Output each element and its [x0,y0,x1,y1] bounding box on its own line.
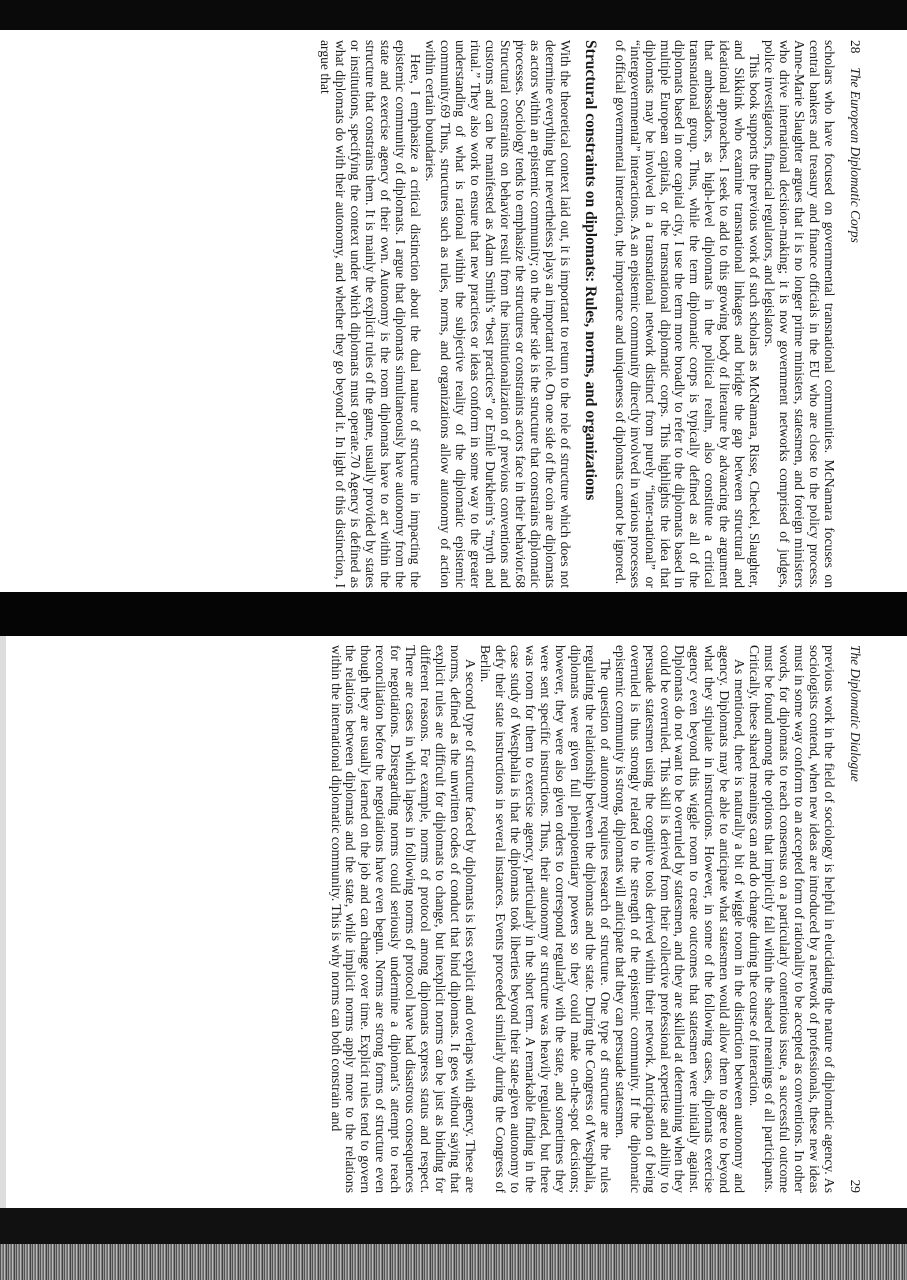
running-title: The Diplomatic Dialogue [848,645,863,782]
running-head [844,40,862,588]
page-edge-shadow [0,636,6,1208]
body-paragraph: Here, I emphasize a critical distinction about the dual nature of structure in impacting the epistemic community of diplomats. I argue that diplomats simultaneously have autonomy from the state and exercise agency of their own. Autonomy is the room diplomats have to act within the structure that constrains them. It is mainly the explicit rules of the game, usually provided by states or institutions, specifying the context under which diplomats must operate.70 Agency is defined as what diplomats do with their autonomy, and whether they go beyond it. In light of this distinction, I argue that [318,40,424,588]
scanner-edge-noise [0,1244,907,1280]
scan-top-border [0,0,907,30]
left-page [92,40,862,588]
body-paragraph: A second type of structure faced by diplomats is less explicit and overlaps with agency. These are norms, defined as the unwritten codes of conduct that bind diplomats. It goes without saying that explicit rules are difficult for diplomats to change, but inexplicit norms can be just as binding for different reasons. For example, norms of protocol among diplomats express status and respect. There are cases in which lapses in following norms of protocol have had disastrous consequences for negotiations. Disregarding norms could seriously undermine a diplomat’s attempt to reach reconciliation before the negotiations have even begun. Norms are strong forms of structure even though they are usually learned on the job and can change over time. Explicit rules tend to govern the relations between diplomats and the state, while implicit norms apply more to the relations within the international diplomatic community. This is why norms can both constrain and [328,645,479,1193]
book-gutter-shadow [0,592,907,636]
body-paragraph: scholars who have focused on governmental transnational communities. McNamara focuses on central bankers and treasury and finance officials in the EU who are close to the policy process. Anne-Marie Slaughter argues that it is no longer prime ministers, statesmen, and foreign ministers who drive international decision-making; it is now government networks comprised of judges, police investigators, financial regulators, and legislators. [762,40,837,588]
running-title: The European Diplomatic Corps [848,67,863,243]
page-number: 29 [848,1179,863,1193]
right-page [92,645,862,1193]
section-heading: Structural constraints on diplomats: Rules, norms, and organizations [581,40,599,501]
page-number: 28 [848,40,863,54]
body-paragraph: With the theoretical context laid out, it is important to return to the role of structure which does not determine everything but nevertheless plays an important role. On one side of the coin are diplomats as actors within an epistemic community; on the other side is the structure that constrains diplomatic processes. Sociology tends to emphasize the structures or constraints actors face in their behavior.68 Structural constraints on behavior result from the institutionalization of previous conventions and customs and can be manifested as Adam Smith’s “best practices” or Emile Durkheim’s “myth and ritual.” They also work to ensure that new practices or ideas conform in some way to the greater understanding of what is rational within the subjective reality of the diplomatic epistemic community.69 Thus, structures such as rules, norms, and organizations allow autonomy of action within certain boundaries. [423,40,573,588]
body-paragraph: This book supports the previous work of such scholars as McNamara, Risse, Checkel, Slaughter, and Sikkink who examine transnational linkages and bridge the gap between structural and ideational approaches. I seek to add to this growing body of literature by advancing the argument that ambassadors, as high-level diplomats in the political realm, also constitute a critical transnational group. Thus, while the term diplomatic corps is typically defined as all of the diplomats based in one capital city, I use the term more broadly to refer to the diplomats based in multiple European capitals, or the transnational diplomatic corps. This highlights the idea that diplomats may be involved in a transnational network distinct from purely “inter-national” or “intergovernmental” interactions. As an epistemic community directly involved in various processes of official governmental interaction, the importance and uniqueness of diplomats cannot be ignored. [612,40,763,588]
body-paragraph: The question of autonomy requires research of structure. One type of structure are the rules regulating the relationship between the diplomats and the state. During the Congress of Westphalia, diplomats were given full plenipotentiary powers so they could make on-the-spot decisions; however, they were also given orders to correspond regularly with the state, and sometimes they were sent specific instructions. Thus, their autonomy or structure was heavily regulated, but there was room for them to exercise agency, particularly in the short term. A remarkable finding in the case study of Westphalia is that the diplomats took liberties beyond their state-given autonomy to defy their state instructions in several instances. Events proceeded similarly during the Congress of Berlin. [478,645,613,1193]
body-paragraph: previous work in the field of sociology is helpful in elucidating the nature of diplomatic agency. As sociologists contend, when new ideas are introduced by a network of professionals, these new ideas must in some way conform to an accepted form of rationality to be accepted as conventions. In other words, for diplomats to reach consensus on a particularly contentious issue, a successful outcome must be found among the options that implicitly fall within the shared meanings of all participants. Critically, these shared meanings can and do change during the course of interaction. [747,645,837,1193]
body-paragraph: As mentioned, there is naturally a bit of wiggle room in the distinction between autonomy and agency. Diplomats may be able to anticipate what statesmen would allow them to agree to beyond what they stipulate in instructions. However, in some of the following cases, diplomats exercise agency even beyond this wiggle room to create outcomes that statesmen were initially against. Diplomats do not want to be overruled by statesmen, and they are skilled at determining when they could be overruled. This skill is derived from their collective professional expertise and ability to persuade statesmen using the cognitive tools derived within their network. Anticipation of being overruled is thus strongly related to the strength of the epistemic community. If the diplomatic epistemic community is strong, diplomats will anticipate that they can persuade statesmen. [612,645,748,1193]
running-head [844,645,862,1193]
scan-bottom-border [0,1208,907,1244]
